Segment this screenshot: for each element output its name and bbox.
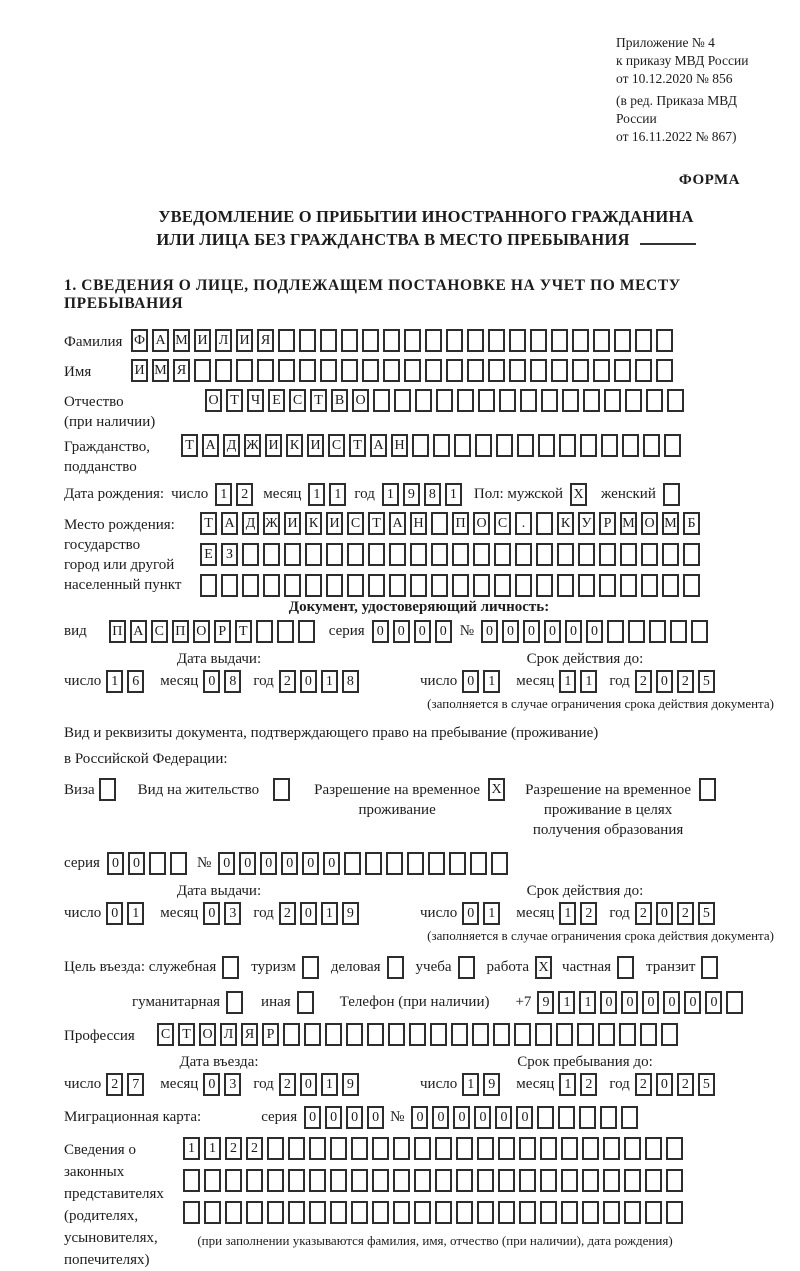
citizenship-label: Гражданство, подданство (64, 439, 151, 475)
form-title-line2: ИЛИ ЛИЦА БЕЗ ГРАЖДАНСТВА В МЕСТО ПРЕБЫВАНИЯ (156, 230, 630, 249)
sex-male-label: Пол: мужской (473, 486, 564, 502)
doc-series-label: серия (328, 623, 365, 639)
doc-series-cells[interactable]: 0 0 0 0 (372, 620, 456, 643)
birthplace-row (64, 512, 774, 597)
business-label: деловая (330, 959, 381, 975)
patronymic-cells[interactable]: О Т Ч Е С Т В О (205, 389, 688, 412)
birth-year-cells[interactable]: 1 9 8 1 (382, 483, 466, 506)
doc-issue-date-header: Дата выдачи: (176, 651, 262, 667)
month-label: месяц (263, 486, 302, 502)
mig-series-cells[interactable]: 0 0 0 0 (304, 1106, 388, 1129)
permit-issue-day-cells[interactable]: 0 1 (106, 902, 148, 925)
permit-series-row (64, 852, 774, 875)
patronymic-row (64, 389, 774, 432)
sex-female-checkbox[interactable] (663, 483, 684, 506)
permit-issue-month-cells[interactable]: 0 3 (203, 902, 245, 925)
mig-number-sign: № (390, 1109, 405, 1125)
temp-residence-label: Разрешение на временное проживание (314, 782, 481, 818)
permit-valid-until-header: Срок действия до: (526, 883, 644, 899)
temp-edu-checkbox[interactable] (699, 778, 720, 801)
citizenship-row (64, 434, 774, 477)
migration-card-label: Миграционная карта: (64, 1109, 202, 1125)
name-label: Имя (64, 364, 92, 380)
entry-dates: Дата въезда: число 2 7 месяц 0 3 год 2 0 1 9 Срок пребывания до: число 1 9 месяц 1 2 год 2 0 2 5 (64, 1054, 774, 1096)
birthplace-label: Место рождения: государство город или другой населенный пункт (64, 517, 182, 593)
name-cells[interactable]: И М Я (131, 359, 677, 382)
temp-edu-label: Разрешение на временное проживание в целях получения образования (525, 782, 692, 838)
mig-series-label: серия (261, 1109, 298, 1125)
permit-series-cells[interactable]: 0 0 (107, 852, 191, 875)
name-row (64, 359, 774, 382)
doc-issue-year-cells[interactable]: 2 0 1 8 (279, 670, 363, 693)
transit-checkbox[interactable] (701, 956, 722, 979)
humanitarian-label: гуманитарная (132, 994, 221, 1010)
permit-valid-year-cells[interactable]: 2 0 2 5 (635, 902, 719, 925)
blank-underline (640, 243, 696, 245)
stay-day-cells[interactable]: 1 9 (462, 1073, 504, 1096)
birth-day-cells[interactable]: 1 2 (215, 483, 257, 506)
doc-number-sign: № (459, 623, 474, 639)
surname-row (64, 329, 774, 352)
purpose-row2 (132, 991, 774, 1014)
year-label: год (354, 486, 375, 502)
permit-intro-line2: в Российской Федерации: (64, 751, 228, 767)
sex-male-checkbox[interactable]: X (570, 483, 591, 506)
doc-kind-label: вид (64, 623, 87, 639)
doc-kind-cells[interactable]: П А С П О Р Т (109, 620, 319, 643)
private-checkbox[interactable] (617, 956, 638, 979)
birth-date-row (64, 483, 774, 506)
study-label: учеба (415, 959, 452, 975)
identity-doc-header: Документ, удостоверяющий личность: (288, 599, 550, 615)
stay-month-cells[interactable]: 1 2 (559, 1073, 601, 1096)
transit-label: транзит (646, 959, 696, 975)
birthplace-cells-row3[interactable] (200, 574, 704, 597)
section1-title: 1. СВЕДЕНИЯ О ЛИЦЕ, ПОДЛЕЖАЩЕМ ПОСТАНОВКЕ НА УЧЕТ ПО МЕСТУ ПРЕБЫВАНИЯ (64, 277, 681, 312)
permit-residence (138, 778, 294, 801)
permit-valid-note: (заполняется в случае ограничения срока действия документа) (427, 928, 774, 943)
order-reference (616, 34, 774, 146)
profession-cells[interactable]: С Т О Л Я Р (157, 1023, 682, 1046)
birth-month-cells[interactable]: 1 1 (308, 483, 350, 506)
purpose-row (64, 956, 774, 979)
purpose-official-checkbox[interactable] (222, 956, 243, 979)
mig-number-cells[interactable]: 0 0 0 0 0 0 (411, 1106, 642, 1129)
permit-temp-residence (314, 778, 509, 820)
ref-line: к приказу МВД России (616, 53, 749, 68)
private-label: частная (562, 959, 612, 975)
doc-valid-day-cells[interactable]: 0 1 (462, 670, 504, 693)
ref-line: Приложение № 4 (616, 35, 715, 50)
identity-doc-row (64, 620, 774, 643)
citizenship-cells[interactable]: Т А Д Ж И К И С Т А Н (181, 434, 685, 457)
phone-cells[interactable]: 9 1 1 0 0 0 0 0 0 (537, 991, 747, 1014)
profession-label: Профессия (64, 1028, 135, 1044)
visa-label: Виза (64, 782, 95, 798)
birthplace-cells-row1[interactable]: Т А Д Ж И К И С Т А Н П О С . К У Р М О М Б (200, 512, 704, 535)
study-checkbox[interactable] (458, 956, 479, 979)
permit-dates: Дата выдачи: число 0 1 месяц 0 3 год 2 0 1 9 Срок действия до: число 0 1 месяц 1 2 год 2 0 2 5 (64, 883, 774, 925)
doc-valid-year-cells[interactable]: 2 0 2 5 (635, 670, 719, 693)
ref-line: от 16.11.2022 № 867) (616, 129, 737, 144)
permit-type-row (64, 778, 774, 840)
visa-checkbox[interactable] (99, 778, 120, 801)
forma-label: ФОРМА (678, 172, 740, 188)
permit-number-sign: № (196, 855, 212, 871)
representatives-label: Сведения о законных представителях (родителях, усыновителях, попечителях) (64, 1142, 164, 1268)
form-title (78, 205, 774, 251)
doc-valid-until-header: Срок действия до: (526, 651, 644, 667)
sex-female-label: женский (601, 486, 656, 502)
permit-issue-year-cells[interactable]: 2 0 1 9 (279, 902, 363, 925)
doc-issue-month-cells[interactable]: 0 8 (203, 670, 245, 693)
ref-line: от 10.12.2020 № 856 (616, 71, 733, 86)
surname-cells[interactable]: Ф А М И Л И Я (131, 329, 677, 352)
ref-line: (в ред. Приказа МВД России (616, 93, 737, 126)
representatives-note: (при заполнении указываются фамилия, имя, отчество (при наличии), дата рождения) (197, 1233, 673, 1248)
phone-label: Телефон (при наличии) (339, 994, 490, 1010)
surname-label: Фамилия (64, 334, 123, 350)
migration-card-row (64, 1106, 774, 1129)
humanitarian-checkbox[interactable] (226, 991, 247, 1014)
phone-prefix: +7 (515, 994, 532, 1010)
tourism-label: туризм (251, 959, 296, 975)
representatives-cells-row3[interactable] (183, 1201, 687, 1224)
entry-year-cells[interactable]: 2 0 1 9 (279, 1073, 363, 1096)
stay-until-header: Срок пребывания до: (517, 1054, 653, 1070)
permit-temp-edu (525, 778, 720, 840)
birth-date-label: Дата рождения: (64, 486, 165, 502)
other-checkbox[interactable] (297, 991, 318, 1014)
permit-intro-line1: Вид и реквизиты документа, подтверждающего право на пребывание (проживание) (64, 725, 599, 741)
business-checkbox[interactable] (387, 956, 408, 979)
profession-row (64, 1023, 774, 1046)
entry-date-header: Дата въезда: (179, 1054, 259, 1070)
stay-year-cells[interactable]: 2 0 2 5 (635, 1073, 719, 1096)
doc-valid-note: (заполняется в случае ограничения срока действия документа) (427, 696, 774, 711)
entry-day-cells[interactable]: 2 7 (106, 1073, 148, 1096)
residence-permit-label: Вид на жительство (137, 782, 260, 798)
residence-permit-checkbox[interactable] (273, 778, 294, 801)
entry-month-cells[interactable]: 0 3 (203, 1073, 245, 1096)
doc-dates: Дата выдачи: число 1 6 месяц 0 8 год 2 0 1 8 Срок действия до: число 0 1 месяц 1 1 год 2 0 2 5 (64, 651, 774, 693)
patronymic-label: Отчество (при наличии) (64, 394, 156, 430)
permit-visa (64, 778, 120, 801)
doc-number-cells[interactable]: 0 0 0 0 0 0 (481, 620, 712, 643)
permit-valid-month-cells[interactable]: 1 2 (559, 902, 601, 925)
representatives-block (64, 1137, 774, 1271)
day-label: число (171, 486, 209, 502)
work-checkbox[interactable]: X (535, 956, 556, 979)
birthplace-cells-row2[interactable]: Е З (200, 543, 704, 566)
permit-number-cells[interactable]: 0 0 0 0 0 0 (218, 852, 512, 875)
tourism-checkbox[interactable] (302, 956, 323, 979)
permit-series-label: серия (64, 855, 100, 871)
permit-valid-day-cells[interactable]: 0 1 (462, 902, 504, 925)
permit-issue-date-header: Дата выдачи: (176, 883, 262, 899)
temp-residence-checkbox[interactable]: X (488, 778, 509, 801)
doc-valid-month-cells[interactable]: 1 1 (559, 670, 601, 693)
doc-issue-day-cells[interactable]: 1 6 (106, 670, 148, 693)
form-title-line1: УВЕДОМЛЕНИЕ О ПРИБЫТИИ ИНОСТРАННОГО ГРАЖДАНИНА (158, 207, 694, 226)
representatives-cells-row1[interactable]: 1 1 2 2 (183, 1137, 687, 1160)
work-label: работа (486, 959, 530, 975)
representatives-cells-row2[interactable] (183, 1169, 687, 1192)
other-label: иная (261, 994, 291, 1010)
purpose-official-label: Цель въезда: служебная (64, 959, 217, 975)
